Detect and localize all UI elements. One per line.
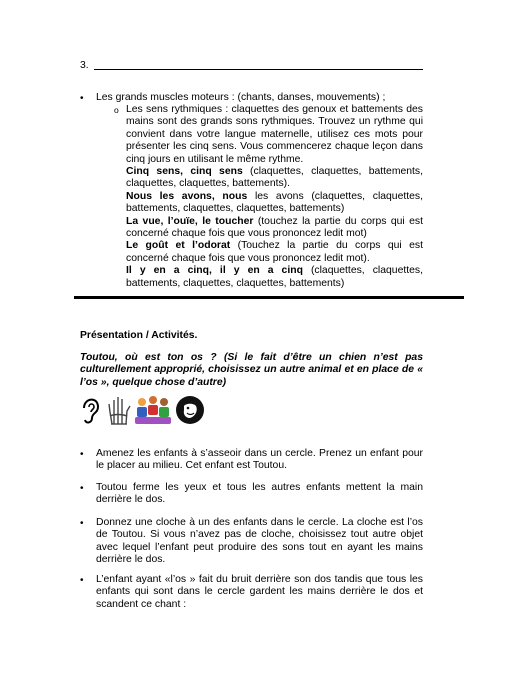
bullet-gather-circle: Amenez les enfants à s’asseoir dans un cercle. Prenez un enfant pour le placer au milieu. Cet enfant est Toutou. (96, 448, 423, 472)
sub-bullet-marker (114, 106, 120, 112)
bullet-close-eyes: Toutou ferme les yeux et tous les autres enfants mettent la main derrière le dos. (96, 482, 423, 506)
children-icon (134, 394, 172, 426)
rhyme-line-bold: Nous les avons, nous (126, 190, 248, 202)
numbered-blank-line (80, 60, 425, 72)
face-icon (174, 394, 206, 426)
activity-intro: Toutou, où est ton os ? (Si le fait d’être un chien n’est pas culturellement approprié, choisissez un autre animal et en place de « l’os », quelque chose d’autre) (80, 352, 423, 388)
bullet-make-noise: L’enfant ayant «l’os » fait du bruit derrière son dos tandis que tous les enfants qui sont dans le cercle gardent les mains derrière le dos et scandent ce chant : (96, 574, 423, 610)
bullet-marker (80, 450, 86, 456)
rhyme-line (126, 166, 423, 191)
bullet-give-bell: Donnez une cloche à un des enfants dans le cercle. La cloche est l’os de Toutou. Si vous n’avez pas de cloche, choisissez tout autre objet avec lequel l’enfant peut produire des sons tout en ayant les mains derrière le dos. (96, 517, 423, 566)
rhyme-line-rest: les avons (claquettes, claquettes, battements, claquettes, claquettes, battements) (126, 190, 423, 215)
rhythm-block (126, 104, 423, 290)
rhyme-line (126, 191, 423, 216)
rhyme-line-rest: (touchez la partie du corps qui est concerné chaque fois que vous prononcez ledit mot) (126, 215, 423, 240)
section-heading: Présentation / Activités. (80, 330, 198, 341)
rhythm-description: Les sens rythmiques : claquettes des genoux et battements des mains sont des grands sons rythmiques. Trouvez un rythme qui convient dans votre langue maternelle, utilisez ces mots pour présenter les cinq sens. Vous commencerez chaque leçon dans cinq jours en utilisant le même rythme. (126, 104, 423, 165)
section-divider (74, 296, 464, 299)
rhyme-line-rest: (claquettes, claquettes, battements, claquettes, claquettes, battements) (126, 265, 423, 289)
bullet-motor-muscles: Les grands muscles moteurs : (chants, danses, mouvements) ; (96, 92, 386, 103)
rhyme-line-rest: (claquettes, claquettes, battements, claquettes, claquettes, battements). (126, 166, 423, 190)
rhyme-line-bold: La vue, l’ouïe, le toucher (126, 215, 254, 227)
rhyme-line-bold: Il y en a cinq, il y en a cinq (126, 265, 303, 277)
rhyme-line (126, 265, 423, 290)
rhyme-line-bold: Cinq sens, cinq sens (126, 166, 243, 178)
bullet-marker (80, 576, 86, 582)
rhyme-line (126, 216, 423, 241)
rhyme-line-rest: (Touchez la partie du corps qui est concerné chaque fois que vous prononcez ledit mot). (126, 240, 424, 264)
item-number: 3. (80, 60, 89, 71)
rhyme-line (126, 240, 423, 265)
bullet-marker (80, 519, 86, 525)
bullet-marker (80, 484, 86, 490)
senses-icons (80, 394, 210, 428)
bullet-marker (80, 94, 86, 100)
ear-icon (80, 394, 102, 426)
hand-icon (106, 394, 132, 426)
blank-rule (94, 69, 423, 70)
rhyme-line-bold: Le goût et l’odorat (126, 240, 231, 252)
